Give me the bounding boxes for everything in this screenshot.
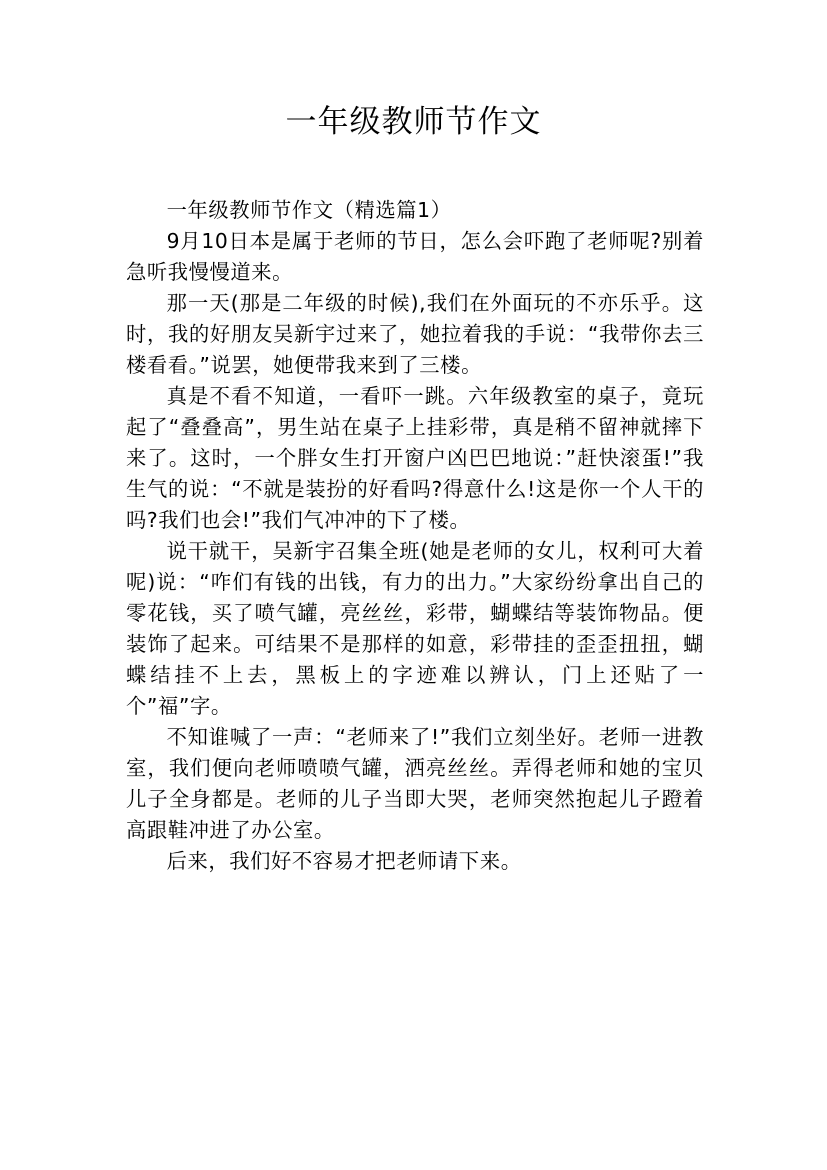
document-title: 一年级教师节作文	[285, 104, 542, 140]
paragraph: 9月10日本是属于老师的节日，怎么会吓跑了老师呢?别着急听我慢慢道来。	[126, 229, 704, 284]
paragraph: 后来，我们好不容易才把老师请下来。	[166, 849, 522, 873]
paragraph: 说干就干，吴新宇召集全班(她是老师的女儿，权利可大着呢)说：“咋们有钱的出钱，有力的出力。”大家纷纷拿出自己的零花钱，买了喷气罐，亮丝丝，彩带，蝴蝶结等装饰物品。便装饰了起来。可结果不是那样的如意，彩带挂的歪歪扭扭，蝴蝶结挂不上去，黑板上的字迹难以辨认，门上还贴了一个”福”字。	[126, 539, 704, 718]
paragraph: 真是不看不知道，一看吓一跳。六年级教室的桌子，竟玩起了“叠叠高”，男生站在桌子上挂彩带，真是稍不留神就摔下来了。这时，一个胖女生打开窗户凶巴巴地说：”赶快滚蛋!”我生气的说：“不就是装扮的好看吗?得意什么!这是你一个人干的吗?我们也会!”我们气冲冲的下了楼。	[126, 384, 704, 532]
document-body	[126, 195, 704, 877]
paragraph: 不知谁喊了一声：“老师来了!”我们立刻坐好。老师一进教室，我们便向老师喷喷气罐，洒亮丝丝。弄得老师和她的宝贝儿子全身都是。老师的儿子当即大哭，老师突然抱起儿子蹬着高跟鞋冲进了办公室。	[126, 725, 704, 842]
paragraph-subtitle: 一年级教师节作文（精选篇1）	[166, 198, 452, 222]
paragraph: 那一天(那是二年级的时候),我们在外面玩的不亦乐乎。这时，我的好朋友吴新宇过来了，她拉着我的手说：“我带你去三楼看看。”说罢，她便带我来到了三楼。	[126, 291, 704, 377]
